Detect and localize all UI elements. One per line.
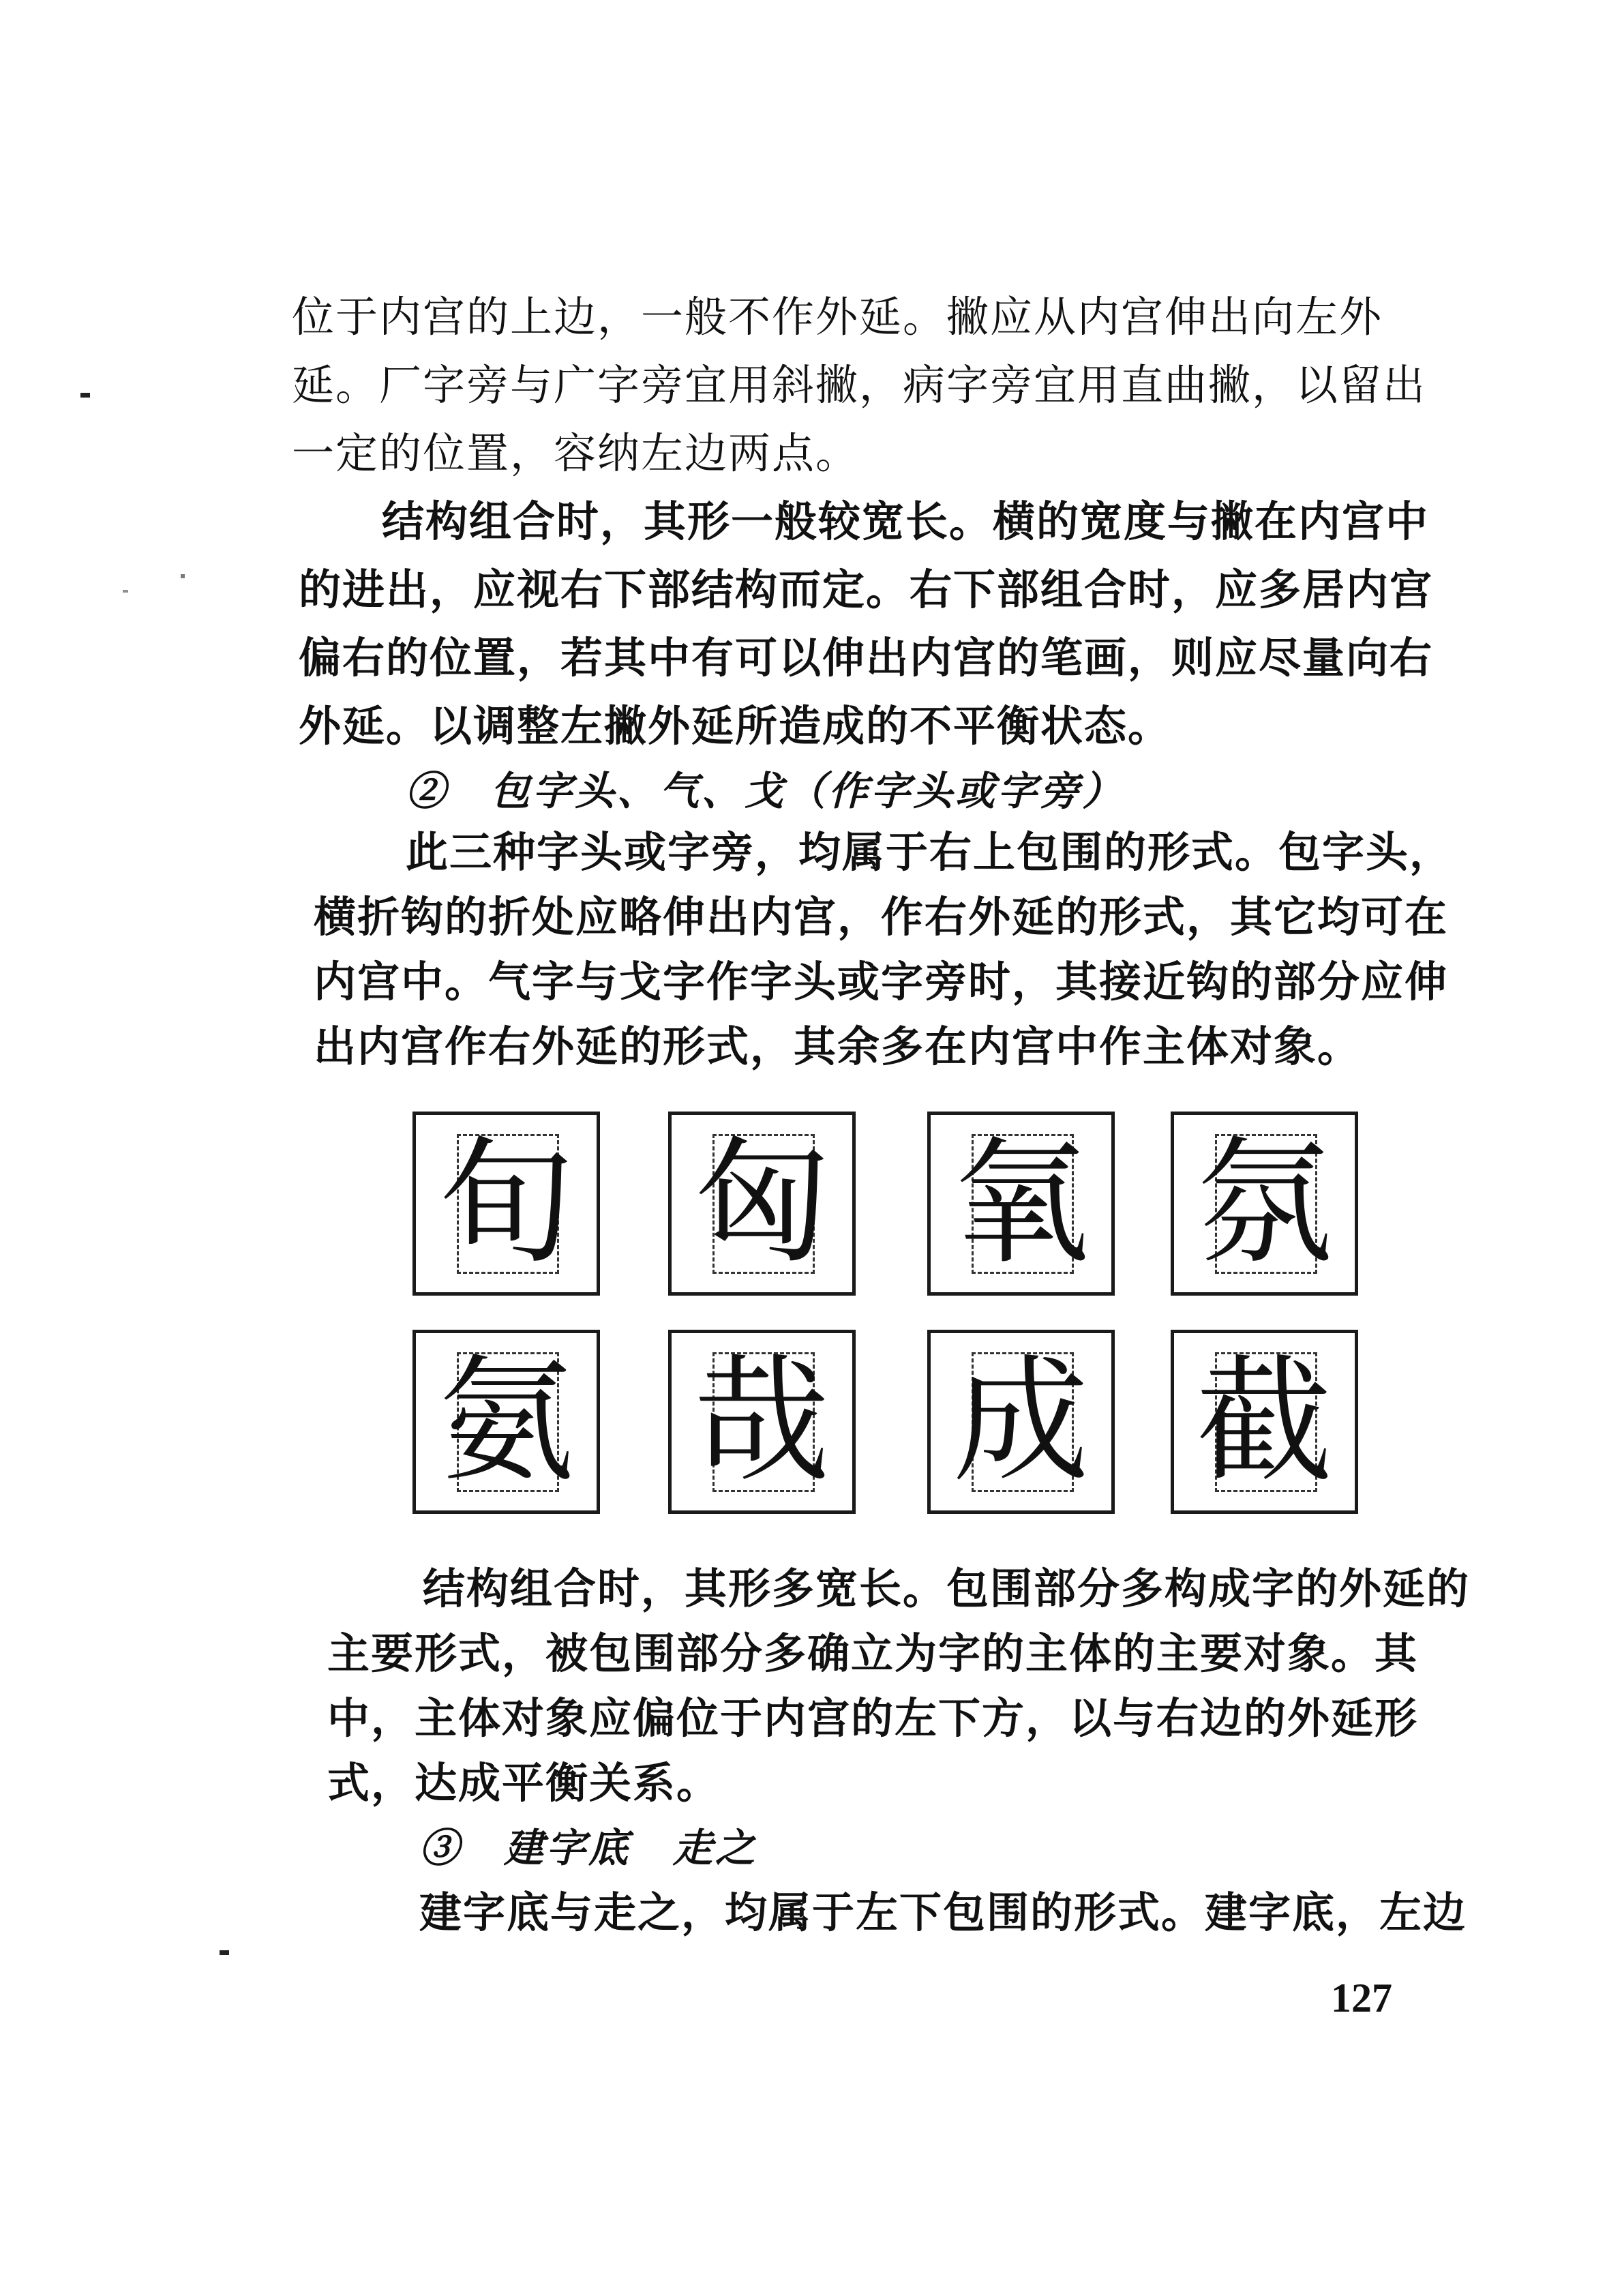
example-character: 匈 <box>693 1124 830 1283</box>
section3-heading: ③ 建字底 走之 <box>419 1825 758 1871</box>
paragraph5-line1: 建字底与走之，均属于左下包围的形式。建字底，左边 <box>419 1888 1467 1937</box>
example-character: 氨 <box>438 1342 575 1501</box>
scan-mark <box>220 1950 229 1955</box>
example-box <box>668 1330 856 1514</box>
paragraph2-line4: 外延。以调整左撇外延所造成的不平衡状态。 <box>299 701 1172 751</box>
paragraph3-line3: 内宫中。气字与戈字作字头或字旁时，其接近钩的部分应伸 <box>314 957 1449 1007</box>
example-box <box>412 1112 600 1296</box>
example-box <box>412 1330 600 1514</box>
paragraph1-line1: 位于内宫的上边，一般不作外延。撇应从内宫伸出向左外 <box>292 292 1383 342</box>
scan-mark <box>181 574 185 578</box>
paragraph3-line4: 出内宫作右外延的形式，其余多在内宫中作主体对象。 <box>314 1022 1362 1071</box>
example-character: 哉 <box>693 1342 830 1501</box>
scan-mark <box>123 590 128 593</box>
scan-mark <box>80 393 90 398</box>
example-box <box>927 1330 1115 1514</box>
page-number: 127 <box>1331 1976 1392 2021</box>
example-character-grid <box>412 1112 1360 1534</box>
paragraph2-line1: 结构组合时，其形一般较宽长。横的宽度与撇在内宫中 <box>382 496 1430 546</box>
example-character: 成 <box>952 1342 1090 1501</box>
paragraph4-line1: 结构组合时，其形多宽长。包围部分多构成字的外延的 <box>423 1564 1471 1613</box>
example-box <box>1171 1330 1358 1514</box>
paragraph1-line2: 延。厂字旁与广字旁宜用斜撇，病字旁宜用直曲撇，以留出 <box>292 360 1427 410</box>
example-character: 截 <box>1196 1342 1333 1501</box>
example-box <box>1171 1112 1358 1296</box>
paragraph3-line2: 横折钩的折处应略伸出内宫，作右外延的形式，其它均可在 <box>314 892 1449 942</box>
paragraph4-line4: 式，达成平衡关系。 <box>327 1758 721 1808</box>
paragraph2-line2: 的进出，应视右下部结构而定。右下部组合时，应多居内宫 <box>299 565 1434 614</box>
paragraph4-line3: 中，主体对象应偏位于内宫的左下方，以与右边的外延形 <box>327 1693 1419 1743</box>
example-box <box>927 1112 1115 1296</box>
paragraph1-line3: 一定的位置，容纳左边两点。 <box>292 428 860 478</box>
example-character: 氛 <box>1196 1124 1333 1283</box>
example-character: 旬 <box>438 1124 575 1283</box>
section2-heading: ② 包字头、气、戈（作字头或字旁） <box>406 768 1125 814</box>
paragraph4-line2: 主要形式，被包围部分多确立为字的主体的主要对象。其 <box>327 1628 1419 1678</box>
paragraph2-line3: 偏右的位置，若其中有可以伸出内宫的笔画，则应尽量向右 <box>299 633 1434 683</box>
example-character: 氧 <box>952 1124 1090 1283</box>
example-box <box>668 1112 856 1296</box>
paragraph3-line1: 此三种字头或字旁，均属于右上包围的形式。包字头， <box>406 827 1454 877</box>
